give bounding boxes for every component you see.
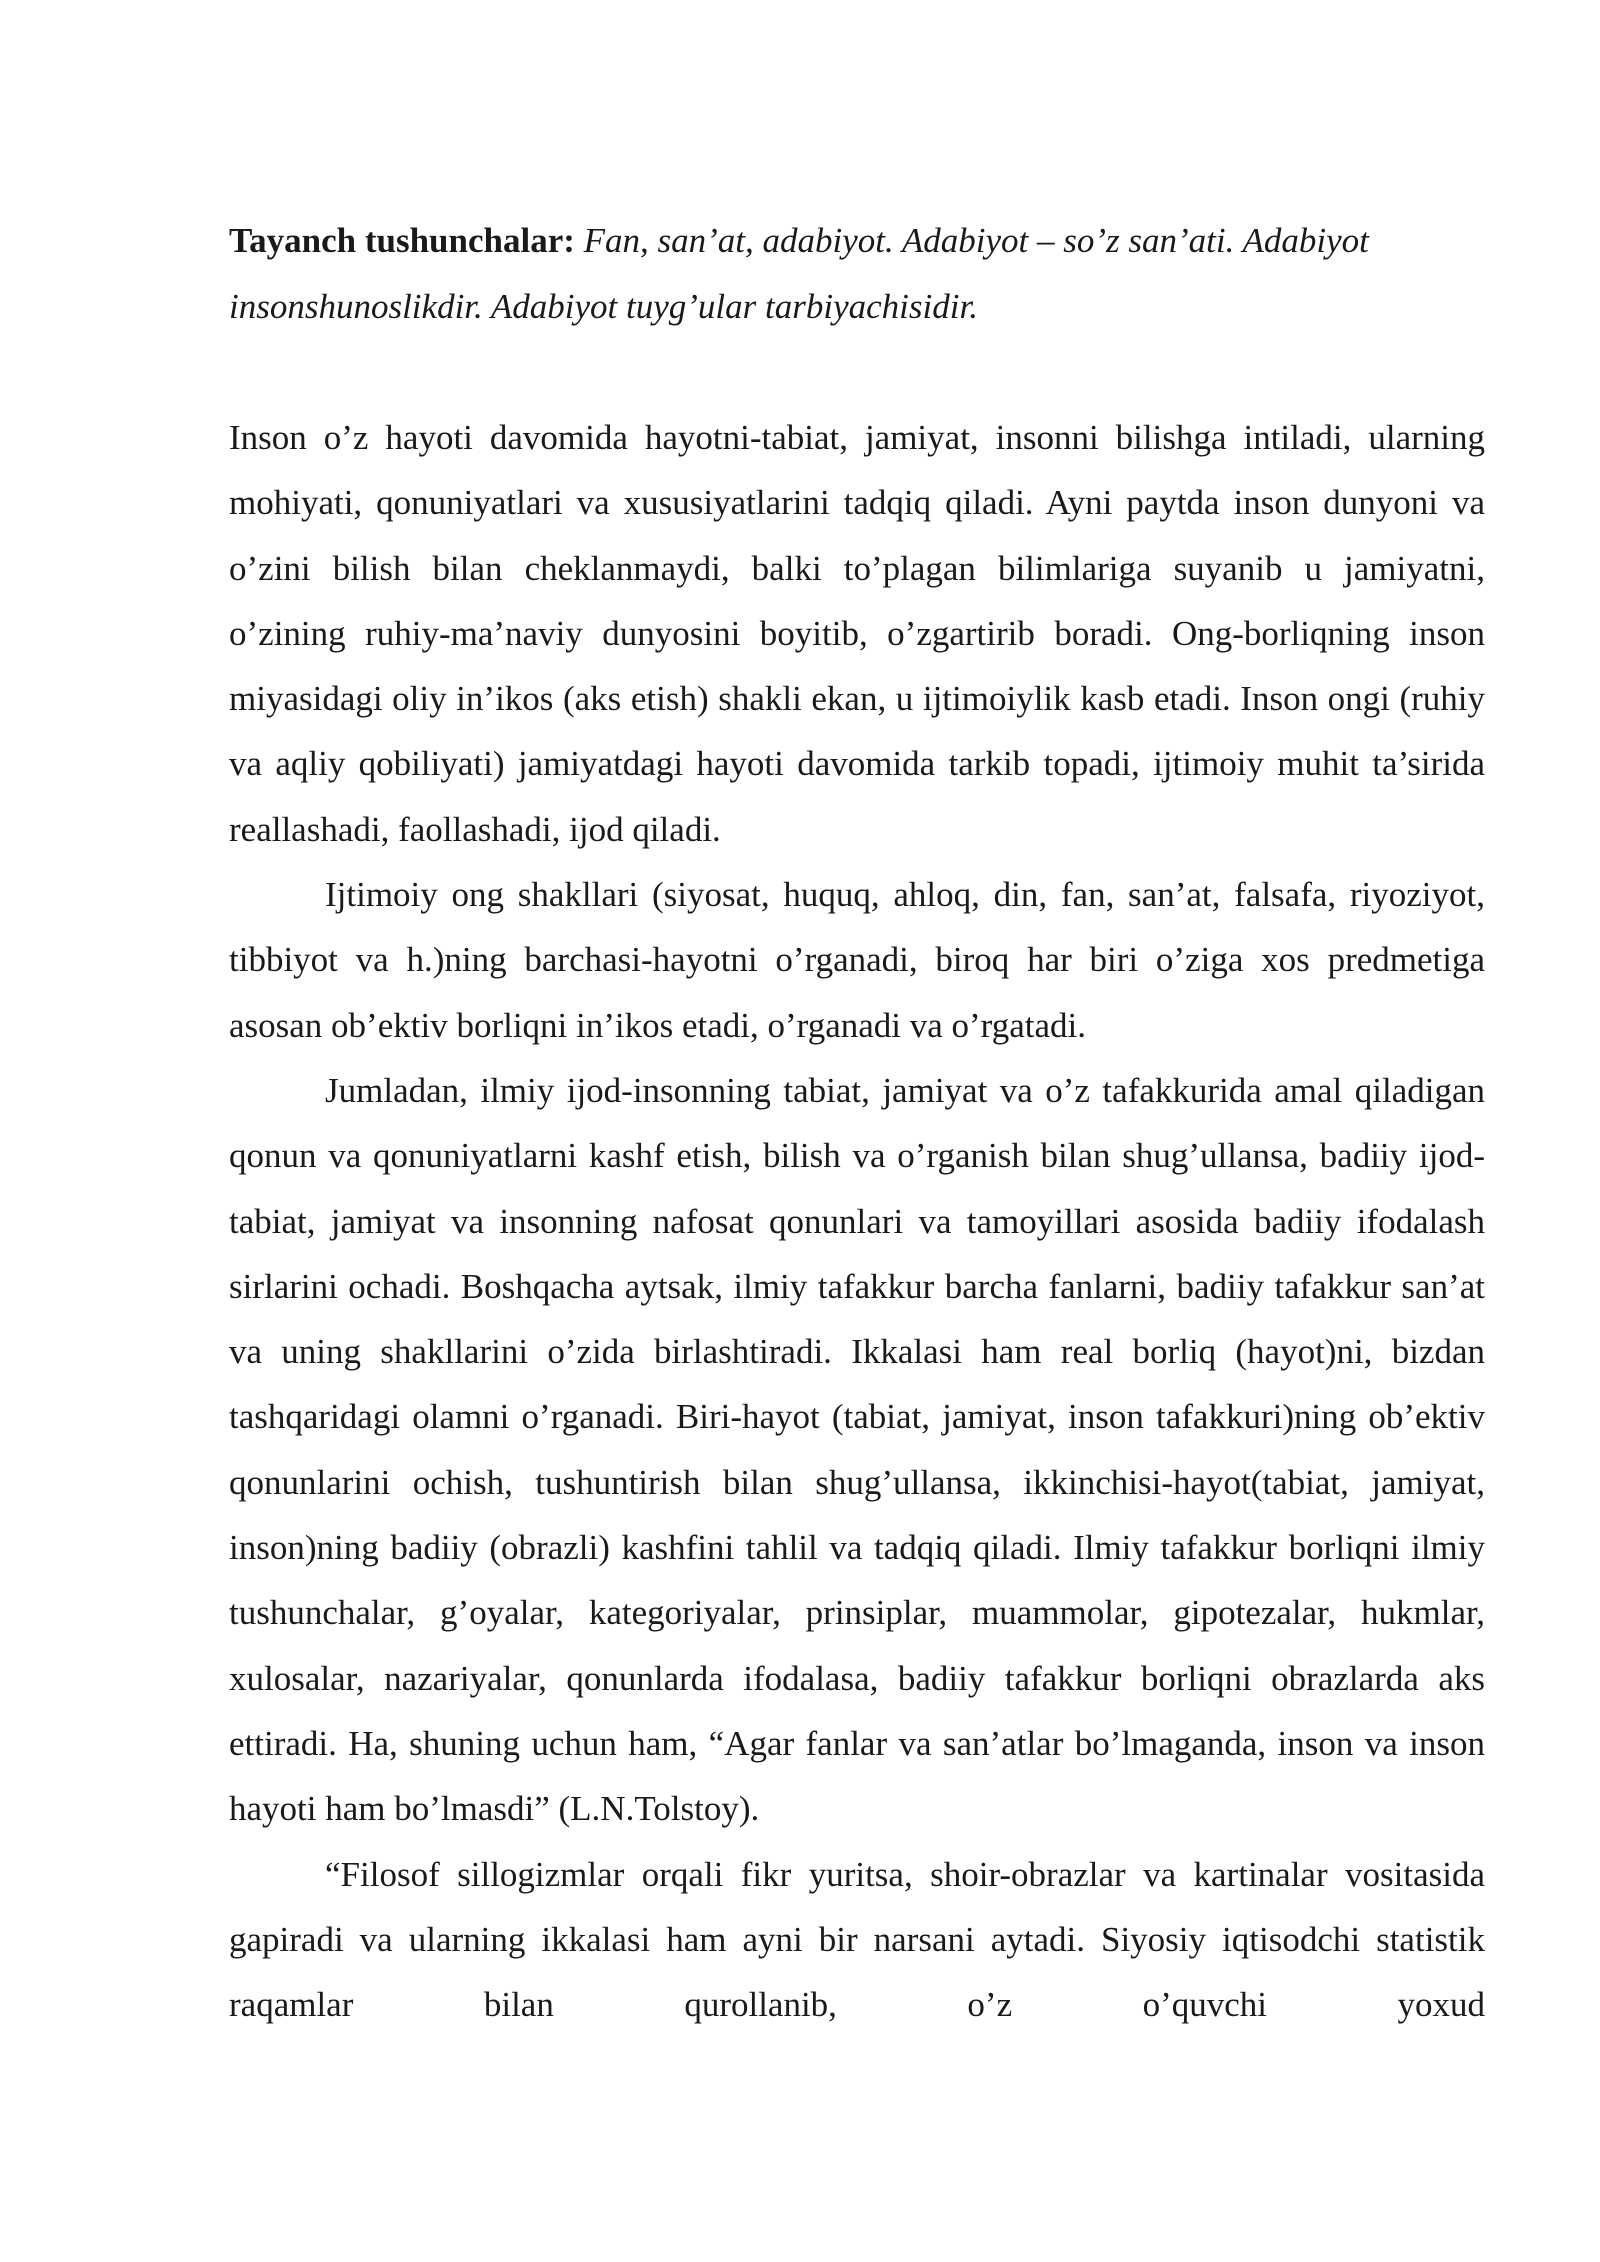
document-page <box>229 208 1485 2037</box>
key-concepts-text: Fan, san’at, adabiyot. Adabiyot – so’z san’ati. Adabiyot insonshunoslikdir. Adabiyot tuyg’ular tarbiyachisidir. <box>229 221 1369 326</box>
paragraph-1: Inson o’z hayoti davomida hayotni-tabiat, jamiyat, insonni bilishga intiladi, ularning mohiyati, qonuniyatlari va xususiyatlarini tadqiq qiladi. Ayni paytda inson dunyoni va o’zini bilish bilan cheklanmaydi, balki to’plagan bilimlariga suyanib u jamiyatni, o’zining ruhiy-ma’naviy dunyosini boyitib, o’zgartirib boradi. Ong-borliqning inson miyasidagi oliy in’ikos (aks etish) shakli ekan, u ijtimoiylik kasb etadi. Inson ongi (ruhiy va aqliy qobiliyati) jamiyatdagi hayoti davomida tarkib topadi, ijtimoiy muhit ta’sirida reallashadi, faollashadi, ijod qiladi. <box>229 418 1485 849</box>
paragraph-2: Ijtimoiy ong shakllari (siyosat, huquq, ahloq, din, fan, san’at, falsafa, riyoziyot, tibbiyot va h.)ning barchasi-hayotni o’rganadi, biroq har biri o’ziga xos predmetiga asosan ob’ektiv borliqni in’ikos etadi, o’rganadi va o’rgatadi. <box>229 875 1485 1045</box>
key-concepts-label: Tayanch tushunchalar: <box>229 221 575 260</box>
paragraph-4: “Filosof sillogizmlar orqali fikr yuritsa, shoir-obrazlar va kartinalar vositasida gapiradi va ularning ikkalasi ham ayni bir narsani aytadi. Siyosiy iqtisodchi statistik raqamlar bilan qurollanib, o’z o’quvchi yoxud <box>229 1854 1485 2025</box>
paragraph-3: Jumladan, ilmiy ijod-insonning tabiat, jamiyat va o’z tafakkurida amal qiladigan qonun va qonuniyatlarni kashf etish, bilish va o’rganish bilan shug’ullansa, badiiy ijod-tabiat, jamiyat va insonning nafosat qonunlari va tamoyillari asosida badiiy ifodalash sirlarini ochadi. Boshqacha aytsak, ilmiy tafakkur barcha fanlarni, badiiy tafakkur san’at va uning shakllarini o’zida birlashtiradi. Ikkalasi ham real borliq (hayot)ni, bizdan tashqaridagi olamni o’rganadi. Biri-hayot (tabiat, jamiyat, inson tafakkuri)ning ob’ektiv qonunlarini ochish, tushuntirish bilan shug’ullansa, ikkinchisi-hayot(tabiat, jamiyat, inson)ning badiiy (obrazli) kashfini tahlil va tadqiq qiladi. Ilmiy tafakkur borliqni ilmiy tushunchalar, g’oyalar, kategoriyalar, prinsiplar, muammolar, gipotezalar, hukmlar, xulosalar, nazariyalar, qonunlarda ifodalasa, badiiy tafakkur borliqni obrazlarda aks ettiradi. Ha, shuning uchun ham, “Agar fanlar va san’atlar bo’lmaganda, inson va inson hayoti ham bo’lmasdi” (L.N.Tolstoy). <box>229 1070 1485 1829</box>
key-concepts <box>229 208 1485 340</box>
